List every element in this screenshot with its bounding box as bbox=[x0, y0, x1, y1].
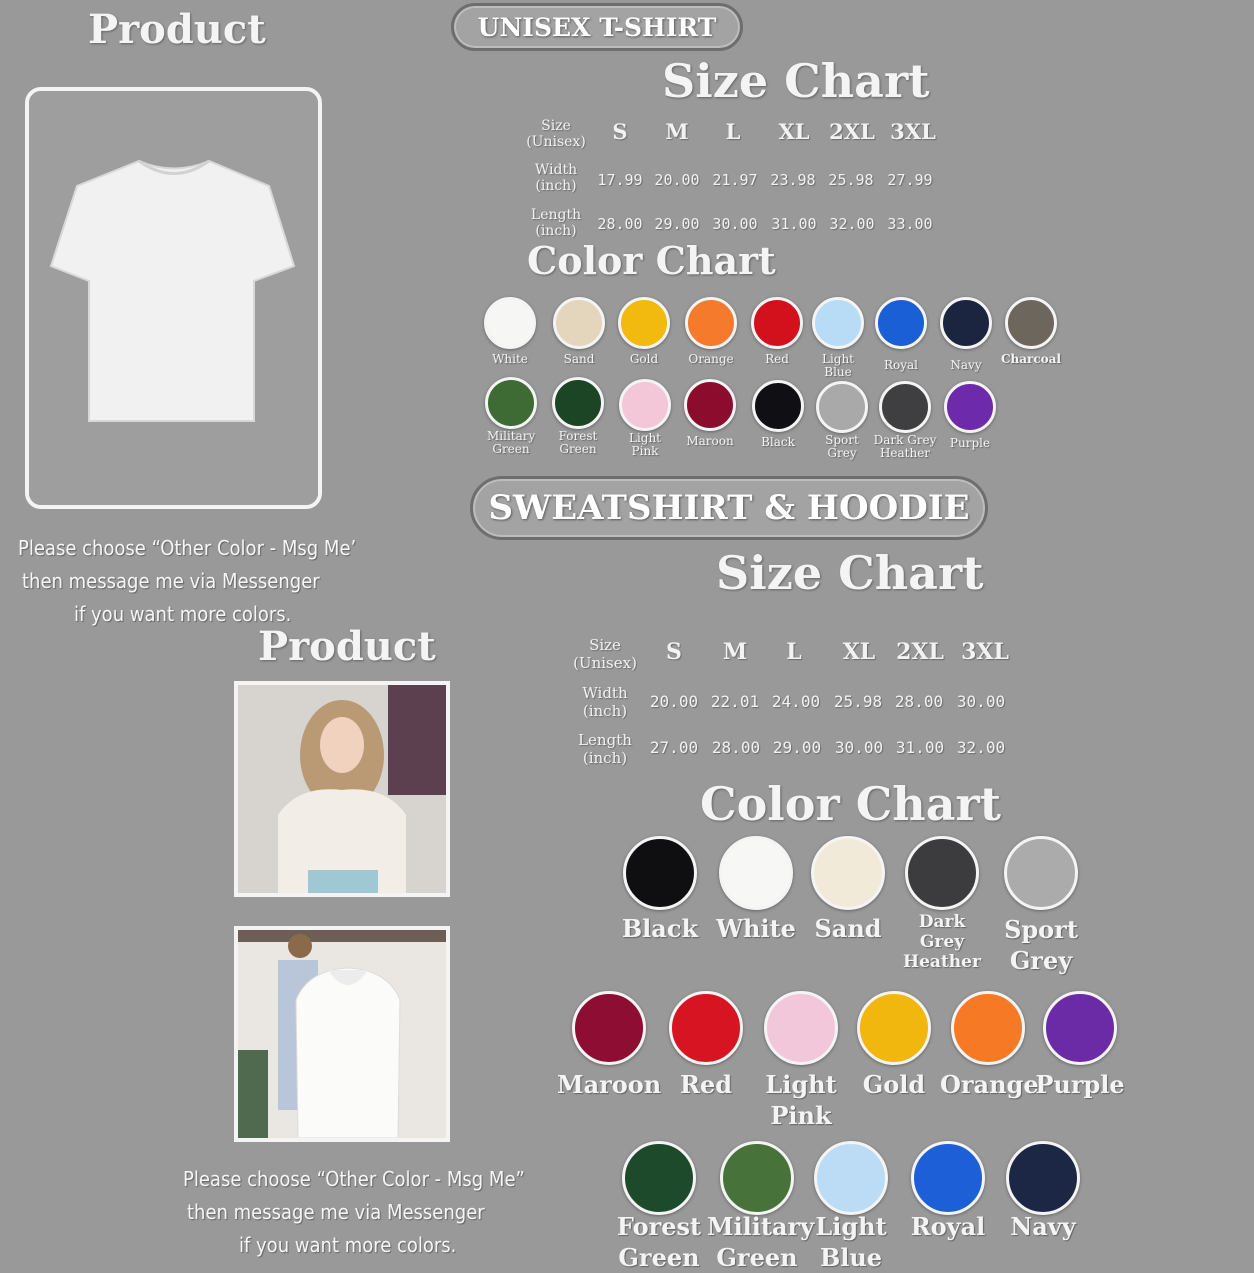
tshirt-swatch-label: Light Pink bbox=[628, 431, 662, 458]
sweatshirt-width-s: 20.00 bbox=[649, 692, 699, 711]
tshirt-color-purple bbox=[939, 381, 1001, 450]
tshirt-color-charcoal bbox=[996, 297, 1066, 366]
sweatshirt-swatch-military-green bbox=[720, 1141, 794, 1215]
tshirt-swatch-label: Red bbox=[765, 352, 789, 366]
tshirt-swatch-label: White bbox=[492, 352, 528, 366]
sweatshirt-color-purple bbox=[1032, 991, 1128, 1100]
sweatshirt-width-2xl: 28.00 bbox=[894, 692, 944, 711]
sweatshirt-size-2xl: 2XL bbox=[896, 639, 944, 665]
sweatshirt-swatch-red bbox=[669, 991, 743, 1065]
tshirt-length-l: 30.00 bbox=[712, 215, 758, 233]
tshirt-swatch-label: Navy bbox=[950, 358, 982, 372]
tshirt-swatch-label: Light Blue bbox=[821, 352, 855, 379]
tshirt-color-sand bbox=[548, 297, 610, 366]
sweatshirt-swatch-label: Maroon bbox=[557, 1070, 662, 1099]
tshirt-color-chart-title: Color Chart bbox=[527, 238, 776, 283]
sweatshirt-swatch-navy bbox=[1006, 1141, 1080, 1215]
tshirt-swatch-red bbox=[751, 297, 803, 349]
sweatshirt-width-m: 22.01 bbox=[710, 692, 760, 711]
tshirt-swatch-label: Orange bbox=[688, 352, 734, 366]
tshirt-color-royal bbox=[870, 297, 932, 372]
sweatshirt-product-heading: Product bbox=[258, 623, 436, 670]
sweatshirt-title-pill bbox=[470, 476, 988, 540]
tshirt-swatch-royal bbox=[875, 297, 927, 349]
tshirt-swatch-sport-grey bbox=[816, 381, 868, 433]
sweatshirt-color-black bbox=[612, 836, 708, 944]
sweatshirt-color-light-blue bbox=[803, 1141, 899, 1273]
tshirt-swatch-navy bbox=[940, 297, 992, 349]
tshirt-color-orange bbox=[680, 297, 742, 366]
hoodie-product-photo bbox=[234, 926, 450, 1142]
tshirt-swatch-military-green bbox=[485, 377, 537, 429]
tshirt-length-m: 29.00 bbox=[654, 215, 700, 233]
tshirt-size-s: S bbox=[612, 119, 628, 144]
sweatshirt-color-light-pink bbox=[753, 991, 849, 1131]
tshirt-width-s: 17.99 bbox=[597, 171, 643, 189]
tshirt-width-3xl: 27.99 bbox=[887, 171, 933, 189]
sweatshirt-swatch-label: Black bbox=[621, 914, 699, 943]
sweatshirt-color-orange bbox=[940, 991, 1039, 1100]
tshirt-swatch-sand bbox=[553, 297, 605, 349]
tshirt-title-pill bbox=[451, 3, 743, 51]
tshirt-swatch-label: Purple bbox=[949, 436, 991, 450]
sweatshirt-size-s: S bbox=[666, 639, 682, 665]
sweatshirt-swatch-label: Red bbox=[680, 1070, 732, 1099]
sweatshirt-note bbox=[183, 1163, 525, 1262]
tshirt-swatch-label: Dark Grey Heather bbox=[873, 433, 937, 460]
tshirt-size-m: M bbox=[665, 119, 689, 144]
sweatshirt-swatch-forest-green bbox=[622, 1141, 696, 1215]
tshirt-swatch-gold bbox=[618, 297, 670, 349]
sweatshirt-swatch-label: Forest Green bbox=[616, 1212, 702, 1272]
sweatshirt-size-xl: XL bbox=[842, 639, 876, 665]
sweatshirt-image bbox=[238, 685, 446, 893]
sweatshirt-color-chart-title: Color Chart bbox=[700, 777, 1002, 831]
tshirt-swatch-black bbox=[752, 380, 804, 432]
tshirt-size-xl: XL bbox=[778, 119, 810, 144]
sweatshirt-color-sand bbox=[800, 836, 896, 944]
tshirt-color-sport-grey bbox=[812, 381, 872, 460]
tshirt-swatch-label: Sport Grey bbox=[825, 433, 859, 460]
tshirt-swatch-white bbox=[484, 297, 536, 349]
sweatshirt-swatch-label: Military Green bbox=[707, 1212, 815, 1272]
tshirt-note-line-3: if you want more colors. bbox=[74, 602, 292, 626]
tshirt-color-dark-grey-heather bbox=[870, 381, 940, 460]
sweatshirt-swatch-label: Orange bbox=[940, 1070, 1039, 1099]
sweatshirt-swatch-maroon bbox=[572, 991, 646, 1065]
sweatshirt-color-royal bbox=[900, 1141, 996, 1242]
sweatshirt-swatch-dark-grey-heather bbox=[905, 836, 979, 910]
sweatshirt-swatch-gold bbox=[857, 991, 931, 1065]
sweatshirt-swatch-light-pink bbox=[764, 991, 838, 1065]
tshirt-color-light-pink bbox=[615, 379, 675, 458]
tshirt-color-light-blue bbox=[810, 297, 866, 379]
sweatshirt-swatch-royal bbox=[911, 1141, 985, 1215]
sweatshirt-length-3xl: 32.00 bbox=[956, 738, 1006, 757]
tshirt-swatch-maroon bbox=[684, 379, 736, 431]
tshirt-width-label: Width (inch) bbox=[534, 162, 578, 194]
tshirt-swatch-dark-grey-heather bbox=[879, 381, 931, 433]
tshirt-product-heading: Product bbox=[88, 6, 266, 53]
tshirt-color-forest-green bbox=[548, 377, 608, 456]
tshirt-note bbox=[18, 532, 356, 631]
sweatshirt-swatch-light-blue bbox=[814, 1141, 888, 1215]
tshirt-width-m: 20.00 bbox=[654, 171, 700, 189]
sweatshirt-color-white bbox=[708, 836, 804, 944]
sweatshirt-note-line-2: then message me via Messenger bbox=[187, 1200, 485, 1224]
sweatshirt-color-military-green bbox=[707, 1141, 815, 1273]
sweatshirt-length-s: 27.00 bbox=[649, 738, 699, 757]
sweatshirt-size-l: L bbox=[786, 639, 802, 665]
tshirt-swatch-label: Gold bbox=[629, 352, 659, 366]
sweatshirt-color-maroon bbox=[557, 991, 661, 1100]
sweatshirt-color-forest-green bbox=[609, 1141, 709, 1273]
sweatshirt-swatch-label: Purple bbox=[1035, 1070, 1125, 1099]
tshirt-length-label: Length (inch) bbox=[530, 207, 582, 239]
tshirt-size-2xl: 2XL bbox=[829, 119, 875, 144]
sweatshirt-length-l: 29.00 bbox=[772, 738, 822, 757]
tshirt-swatch-light-pink bbox=[619, 379, 671, 431]
sweatshirt-size-header-label: Size (Unisex) bbox=[573, 636, 637, 672]
tshirt-length-2xl: 32.00 bbox=[829, 215, 875, 233]
sweatshirt-color-red bbox=[658, 991, 754, 1100]
sweatshirt-product-photo bbox=[234, 681, 450, 897]
tshirt-width-2xl: 25.98 bbox=[828, 171, 874, 189]
tshirt-swatch-label: Black bbox=[761, 435, 795, 449]
tshirt-note-line-1: Please choose “Other Color - Msg Me’ bbox=[18, 536, 357, 560]
sweatshirt-width-xl: 25.98 bbox=[833, 692, 883, 711]
sweatshirt-length-m: 28.00 bbox=[711, 738, 761, 757]
hoodie-image bbox=[238, 930, 446, 1138]
tshirt-width-xl: 23.98 bbox=[770, 171, 816, 189]
tshirt-swatch-light-blue bbox=[812, 297, 864, 349]
tshirt-product-photo bbox=[25, 87, 322, 509]
sweatshirt-size-chart-title: Size Chart bbox=[716, 546, 984, 600]
sweatshirt-note-line-1: Please choose “Other Color - Msg Me” bbox=[183, 1167, 525, 1191]
tshirt-size-chart-title: Size Chart bbox=[662, 54, 930, 108]
tshirt-color-maroon bbox=[679, 379, 741, 448]
sweatshirt-length-label: Length (inch) bbox=[578, 731, 632, 767]
tshirt-image bbox=[29, 91, 318, 505]
tshirt-swatch-label: Maroon bbox=[686, 434, 734, 448]
tshirt-swatch-label: Sand bbox=[563, 352, 595, 366]
tshirt-color-military-green bbox=[481, 377, 541, 456]
sweatshirt-note-line-3: if you want more colors. bbox=[239, 1233, 457, 1257]
sweatshirt-swatch-label: Gold bbox=[862, 1070, 926, 1099]
sweatshirt-color-navy bbox=[995, 1141, 1091, 1242]
sweatshirt-swatch-white bbox=[719, 836, 793, 910]
sweatshirt-length-2xl: 31.00 bbox=[895, 738, 945, 757]
tshirt-length-s: 28.00 bbox=[597, 215, 643, 233]
tshirt-swatch-label: Military Green bbox=[487, 429, 536, 456]
sweatshirt-swatch-sand bbox=[811, 836, 885, 910]
sweatshirt-swatch-black bbox=[623, 836, 697, 910]
tshirt-swatch-orange bbox=[685, 297, 737, 349]
tshirt-color-gold bbox=[613, 297, 675, 366]
sweatshirt-swatch-label: Sand bbox=[814, 914, 882, 943]
sweatshirt-swatch-label: Dark Grey Heather bbox=[903, 912, 981, 972]
tshirt-swatch-label: Charcoal bbox=[1000, 352, 1062, 366]
sweatshirt-swatch-label: Royal bbox=[910, 1212, 986, 1241]
tshirt-size-l: L bbox=[725, 119, 741, 144]
sweatshirt-swatch-sport-grey bbox=[1004, 836, 1078, 910]
sweatshirt-swatch-label: White bbox=[716, 914, 796, 943]
tshirt-swatch-label: Royal bbox=[883, 358, 919, 372]
tshirt-title-text: UNISEX T-SHIRT bbox=[477, 12, 717, 42]
tshirt-color-navy bbox=[935, 297, 997, 372]
sweatshirt-size-3xl: 3XL bbox=[961, 639, 1009, 665]
tshirt-size-3xl: 3XL bbox=[890, 119, 936, 144]
tshirt-color-black bbox=[747, 380, 809, 449]
sweatshirt-color-sport-grey bbox=[993, 836, 1089, 976]
sweatshirt-swatch-purple bbox=[1043, 991, 1117, 1065]
sweatshirt-color-dark-grey-heather bbox=[892, 836, 992, 972]
tshirt-note-line-2: then message me via Messenger bbox=[22, 569, 320, 593]
sweatshirt-color-gold bbox=[846, 991, 942, 1100]
tshirt-size-header-label: Size (Unisex) bbox=[526, 118, 586, 150]
tshirt-swatch-charcoal bbox=[1005, 297, 1057, 349]
tshirt-color-white bbox=[479, 297, 541, 366]
tshirt-swatch-forest-green bbox=[552, 377, 604, 429]
sweatshirt-swatch-label: Light Pink bbox=[765, 1070, 837, 1130]
tshirt-swatch-purple bbox=[944, 381, 996, 433]
sweatshirt-swatch-label: Light Blue bbox=[815, 1212, 887, 1272]
sweatshirt-swatch-label: Navy bbox=[1010, 1212, 1076, 1241]
tshirt-color-red bbox=[746, 297, 808, 366]
sweatshirt-swatch-orange bbox=[951, 991, 1025, 1065]
sweatshirt-size-m: M bbox=[722, 639, 748, 665]
tshirt-swatch-label: Forest Green bbox=[558, 429, 598, 456]
sweatshirt-width-l: 24.00 bbox=[771, 692, 821, 711]
sweatshirt-length-xl: 30.00 bbox=[834, 738, 884, 757]
sweatshirt-width-3xl: 30.00 bbox=[956, 692, 1006, 711]
sweatshirt-width-label: Width (inch) bbox=[582, 684, 628, 720]
tshirt-length-3xl: 33.00 bbox=[887, 215, 933, 233]
tshirt-length-xl: 31.00 bbox=[771, 215, 817, 233]
sweatshirt-title-text: SWEATSHIRT & HOODIE bbox=[488, 488, 970, 528]
tshirt-width-l: 21.97 bbox=[712, 171, 758, 189]
sweatshirt-swatch-label: Sport Grey bbox=[1004, 915, 1078, 975]
